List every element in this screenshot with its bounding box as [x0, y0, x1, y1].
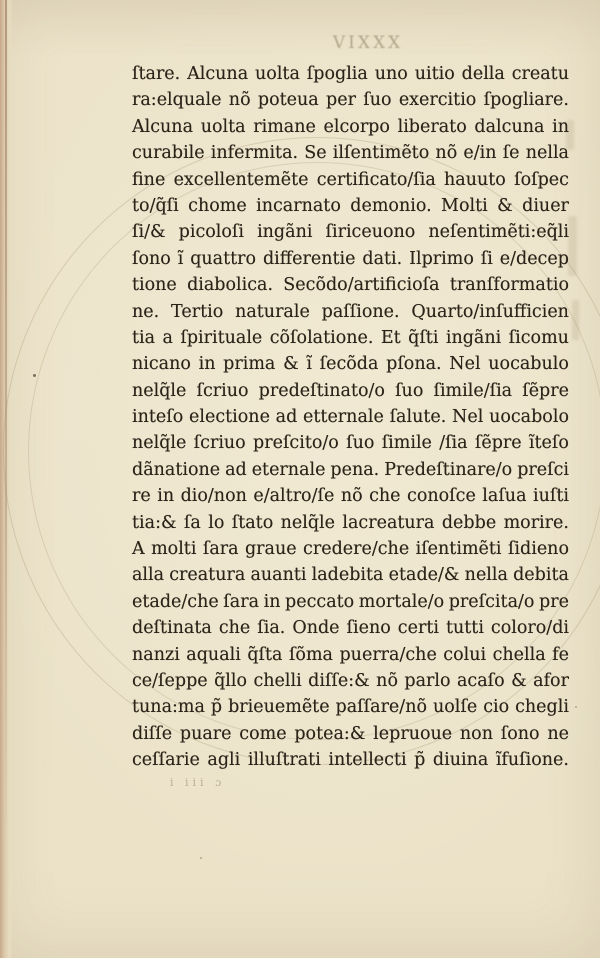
verso-text-showthrough — [572, 300, 579, 340]
text-line: nicano in prima & ĩ ſecõda pſona. Nel uocabulo — [132, 354, 569, 375]
text-line: ſi/& picoloſi ingãni ſiriceuono neſentimẽti:eq̃li — [132, 222, 569, 243]
signature-mark-showthrough: i iii ɔ — [170, 776, 226, 789]
text-line: etade/che ſara in peccato mortale/o preſcita/o pre — [132, 591, 569, 612]
paper-speck — [575, 706, 577, 708]
paper-speck — [33, 374, 36, 377]
text-line: re in dio/non e/altro/ſe nõ che conoſce laſua iuſti — [132, 486, 569, 507]
text-line: ſtare. Alcuna uolta ſpoglia uno uitio della creatu — [132, 64, 569, 84]
text-line: inteſo electione ad etternale ſalute. Nel uocabolo — [132, 407, 569, 428]
text-line: ne. Tertio naturale paſſione. Quarto/inſufficien — [132, 301, 569, 322]
text-line: nanzi aquali q̃ſta ſõma puerra/che colui chella fe — [132, 644, 569, 665]
paper-speck — [200, 857, 202, 859]
text-line: curabile infermita. Se ilſentimẽto nõ e/in ſe nella — [132, 143, 569, 164]
text-line: alla creatura auanti ladebita etade/& nella debita — [132, 565, 569, 586]
text-line: dãnatione ad eternale pena. Predeſtinare/o preſci — [132, 459, 569, 480]
text-line: tia:& ſa lo ſtato nelq̃le lacreatura debbe morire. — [132, 512, 569, 533]
text-line: A molti ſara graue credere/che iſentimẽti ſidieno — [132, 539, 569, 560]
text-line: deſtinata che ſia. Onde ſieno certi tutti coloro/di — [132, 618, 569, 639]
text-line: ſono ĩ quattro differentie dati. Ilprimo ſi e/decep — [132, 248, 569, 269]
text-line: tione diabolica. Secõdo/artificioſa tranſformatio — [132, 275, 569, 296]
folio-number-showthrough: VIXXX — [332, 33, 404, 53]
text-line: nelq̃le ſcriuo predeſtinato/o ſuo ſimile/ſia ſẽpre — [132, 380, 569, 401]
text-line: nelq̃le ſcriuo preſcito/o ſuo ſimile /ſia ſẽpre ĩteſo — [132, 433, 569, 454]
text-line: Alcuna uolta rimane elcorpo liberato dalcuna in — [132, 116, 569, 137]
text-line: ceſſarie agli illuſtrati intellecti p̃ diuina ĩfuſione. — [132, 750, 569, 771]
text-line: diſſe puare come potea:& lepruoue non ſono ne — [132, 723, 569, 744]
text-line: to/q̃ſi chome incarnato demonio. Molti & diuer — [132, 195, 569, 216]
text-line: fine excellentemẽte certificato/ſia hauuto ſoſpec — [132, 169, 569, 190]
text-line: ra:elquale nõ poteua per ſuo exercitio ſpogliare. — [132, 90, 569, 111]
text-line: tuna:ma p̃ brieuemẽte paſſare/nõ uolſe cio chegli — [132, 697, 569, 718]
text-line: ce/ſeppe q̃llo chelli diſſe:& nõ parlo acaſo & afor — [132, 670, 569, 691]
verso-text-showthrough — [568, 216, 577, 276]
text-block — [132, 61, 569, 775]
text-line: tia a ſpirituale cõſolatione. Et q̃ſti ingãni ſicomu — [132, 327, 569, 348]
